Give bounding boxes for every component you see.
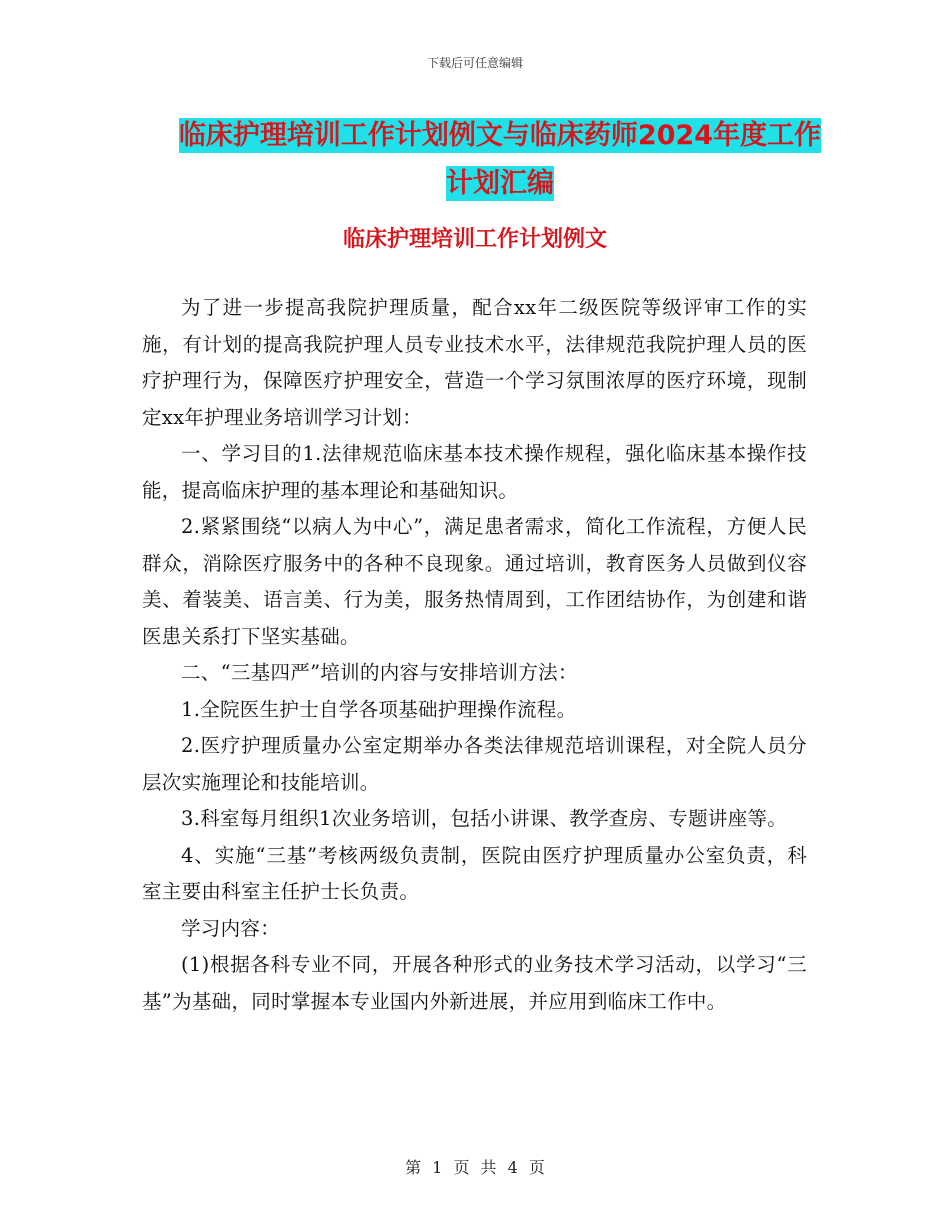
document-title-line-2: 计划汇编 — [446, 168, 554, 199]
paragraph: 4、实施“三基”考核两级负责制，医院由医疗护理质量办公室负责，科室主要由科室主任护士长负责。 — [142, 843, 807, 903]
paragraph: 为了进一步提高我院护理质量，配合xx年二级医院等级评审工作的实施，有计划的提高我院护理人员专业技术水平，法律规范我院护理人员的医疗护理行为，保障医疗护理安全，营造一个学习氛围浓厚的医疗环境，现制定xx年护理业务培训学习计划： — [142, 296, 807, 429]
header-note: 下载后可任意编辑 — [426, 56, 523, 70]
document-title — [140, 112, 860, 208]
page-number-footer: 第 1 页 共 4 页 — [405, 1158, 545, 1177]
paragraph: 一、学习目的1.法律规范临床基本技术操作规程，强化临床基本操作技能，提高临床护理的基本理论和基础知识。 — [142, 442, 807, 502]
paragraph: 2.医疗护理质量办公室定期举办各类法律规范培训课程，对全院人员分层次实施理论和技能培训。 — [142, 734, 807, 794]
document-body — [142, 290, 807, 1020]
paragraph: 3.科室每月组织1次业务培训，包括小讲课、教学查房、专题讲座等。 — [181, 807, 788, 830]
paragraph: 1.全院医生护士自学各项基础护理操作流程。 — [181, 697, 577, 721]
paragraph: 二、“三基四严”培训的内容与安排培训方法： — [181, 661, 578, 684]
document-title-line-1: 临床护理培训工作计划例文与临床药师2024年度工作 — [178, 120, 822, 151]
paragraph: 2.紧紧围绕“以病人为中心”，满足患者需求，简化工作流程，方便人民群众，消除医疗服务中的各种不良现象。通过培训，教育医务人员做到仪容美、着装美、语言美、行为美，服务热情周到，工作团结协作，为创建和谐医患关系打下坚实基础。 — [142, 515, 807, 648]
paragraph: (1)根据各科专业不同，开展各种形式的业务技术学习活动，以学习“三基”为基础，同时掌握本专业国内外新进展，并应用到临床工作中。 — [142, 953, 807, 1013]
paragraph: 学习内容： — [181, 916, 281, 940]
section-title: 临床护理培训工作计划例文 — [342, 227, 607, 252]
